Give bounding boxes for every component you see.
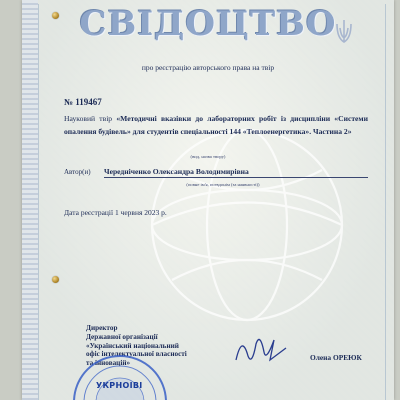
binding-rivet-bottom xyxy=(52,276,59,283)
certificate-subtitle: про реєстрацію авторського права на твір xyxy=(141,63,275,72)
signer-line: «Український національний xyxy=(86,341,179,350)
author-label: Автор(и) xyxy=(64,168,91,176)
globe-watermark xyxy=(142,120,352,330)
registration-date: Дата реєстрації 1 червня 2023 р. xyxy=(64,208,167,217)
signer-name: Олена ОРЕЮК xyxy=(310,353,362,362)
work-prefix: Науковий твір xyxy=(64,114,113,123)
seal-text: УКРНОІВІ xyxy=(96,381,143,390)
author-name: Чередніченко Олександра Володимирівна xyxy=(104,167,368,178)
signer-line: офіс інтелектуальної власності xyxy=(86,350,187,359)
official-seal xyxy=(70,352,170,400)
signer-line: та інновацій» xyxy=(86,359,131,368)
guilloche-border xyxy=(22,0,38,400)
work-type-caption: (вид, назва твору) xyxy=(190,154,226,159)
signer-line: Державної організації xyxy=(86,332,158,341)
certificate-title: СВІДОЦТВО xyxy=(79,4,337,44)
signer-line: Директор xyxy=(86,324,118,332)
work-title: «Методичні вказівки до лабораторних робіт із дисципліни «Системи опалення будівель» для студентів спеціальності 144 «Теплоенергетика». Частина 2» xyxy=(64,114,368,136)
work-description xyxy=(64,113,368,138)
author-caption: (повне ім'я, псевдонім (за наявності)) xyxy=(186,182,260,187)
certificate-sheet xyxy=(22,0,394,400)
handwritten-signature xyxy=(230,330,290,370)
registration-number: № 119467 xyxy=(64,97,102,107)
